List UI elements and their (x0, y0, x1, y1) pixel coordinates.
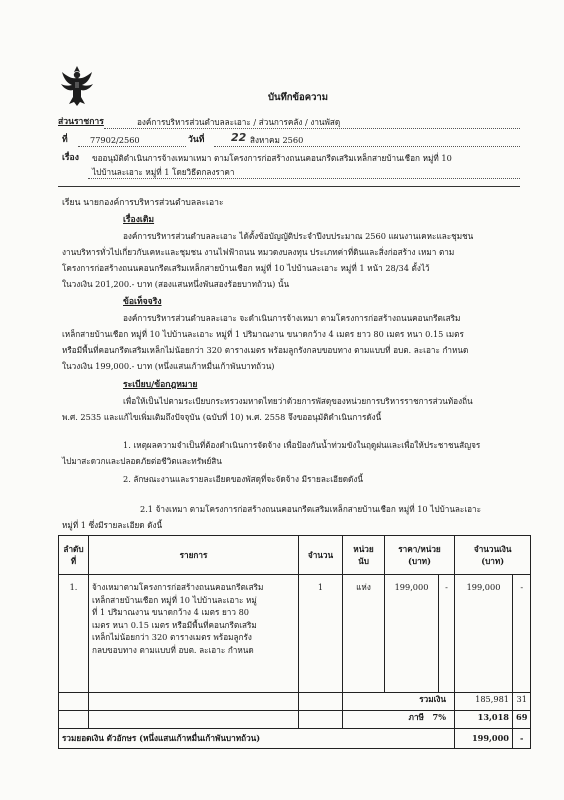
subtotal-baht: 185,981 (455, 693, 513, 711)
item2-line: 2. ลักษณะงานและรายละเอียดของพัสดุที่จะจัดจ้าง มีรายละเอียดดังนี้ (123, 474, 363, 484)
header-unit: หน่วย นับ (343, 536, 385, 575)
cost-table (58, 535, 531, 749)
agency-dotted-line (104, 128, 520, 129)
facts-line-2: เหล็กสายบ้านเชือก หมู่ที่ 10 ไปบ้านละเอาะ หมู่ที่ 1 ปริมาณงาน ขนาดกว้าง 4 เมตร ยาว 80 เมตร หนา 0.15 เมตร (62, 329, 464, 339)
grand-total-baht: 199,000 (455, 729, 513, 749)
row-price: 199,000 (385, 575, 439, 693)
table-row (59, 575, 531, 693)
row-amount: 199,000 (455, 575, 513, 693)
vat-satang: 69 (513, 711, 531, 729)
row-amount-satang: - (513, 575, 531, 693)
vat-label: ภาษี (408, 712, 424, 722)
memo-title: บันทึกข้อความ (268, 92, 329, 103)
facts-line-4: ในวงเงิน 199,000.- บาท (หนึ่งแสนเก้าหมื่นเก้าพันบาทถ้วน) (62, 361, 275, 371)
garuda-emblem-icon (58, 64, 96, 108)
grand-total-label: รวมยอดเงิน ตัวอักษร (หนึ่งแสนเก้าหมื่นเก้าพันบาทถ้วน) (59, 729, 455, 749)
header-divider (58, 186, 520, 187)
background-line-3: โครงการก่อสร้างถนนคอนกรีตเสริมเหล็กสายบ้านเชือก หมู่ที่ 10 ไปบ้านละเอาะ หมู่ที่ 1 หน้า 28/34 ตั้งไว้ (62, 263, 430, 273)
vat-baht: 13,018 (455, 711, 513, 729)
facts-line-3: หรือมีพื้นที่คอนกรีตเสริมเหล็กไม่น้อยกว่า 320 ตารางเมตร พร้อมลูกรังกลบขอบทาง ตามแบบที่ อบต. ละเอาะ กำหนด (62, 345, 469, 355)
item21-line-2: หมู่ที่ 1 ซึ่งมีรายละเอียด ดังนี้ (62, 520, 163, 530)
grand-total-satang: - (513, 729, 531, 749)
date-dotted-line (214, 146, 520, 147)
row-no: 1. (59, 575, 89, 693)
rules-title: ระเบียบ/ข้อกฎหมาย (123, 380, 198, 390)
rules-line-2: พ.ศ. 2535 และแก้ไขเพิ่มเติมถึงปัจจุบัน (ฉบับที่ 10) พ.ศ. 2558 จึงขออนุมัติดำเนินการดังนี้ (62, 412, 382, 422)
row-unit: แห่ง (343, 575, 385, 693)
table-header-row (59, 536, 531, 575)
vat-rate: 7% (432, 712, 446, 722)
facts-title: ข้อเท็จจริง (123, 297, 162, 307)
background-title: เรื่องเดิม (123, 215, 155, 225)
date-label: วันที่ (188, 135, 205, 145)
header-price: ราคา/หน่วย (บาท) (385, 536, 455, 575)
vat-row (59, 711, 531, 729)
salutation: เรียน นายกองค์การบริหารส่วนตำบลละเอาะ (62, 198, 224, 208)
subtotal-label: รวมเงิน (343, 693, 455, 711)
subject-dotted-line (88, 178, 520, 179)
subject-label: เรื่อง (62, 153, 79, 163)
agency-label: ส่วนราชการ (58, 117, 104, 127)
subtotal-satang: 31 (513, 693, 531, 711)
ref-dotted-line (78, 146, 186, 147)
background-line-1: องค์การบริหารส่วนตำบลละเอาะ ได้ตั้งข้อบัญญัติประจำปีงบประมาณ 2560 แผนงานเคหะและชุมชน (123, 231, 474, 241)
header-qty: จำนวน (299, 536, 343, 575)
date-value: สิงหาคม 2560 (250, 135, 304, 145)
row-price-satang: - (439, 575, 455, 693)
date-day-handwritten: 22 (231, 131, 247, 144)
item1-line-2: ไปมาสะดวกและปลอดภัยต่อชีวิตและทรัพย์สิน (62, 456, 222, 466)
background-line-4: ในวงเงิน 201,200.- บาท (สองแสนหนึ่งพันสองร้อยบาทถ้วน) นั้น (62, 279, 290, 289)
background-line-2: งานบริหารทั่วไปเกี่ยวกับเคหะและชุมชน งานไฟฟ้าถนน หมวดงบลงทุน ประเภทค่าที่ดินและสิ่งก่อสร้าง เหมา ตาม (62, 247, 455, 257)
ref-label: ที่ (62, 135, 68, 145)
item21-line-1: 2.1 จ้างเหมา ตามโครงการก่อสร้างถนนคอนกรีตเสริมเหล็กสายบ้านเชือก หมู่ที่ 10 ไปบ้านละเอาะ (140, 504, 482, 514)
header-no: ลำดับ ที่ (59, 536, 89, 575)
facts-line-1: องค์การบริหารส่วนตำบลละเอาะ จะดำเนินการจ้างเหมา ตามโครงการก่อสร้างถนนคอนกรีตเสริม (123, 313, 461, 323)
header-amount: จำนวนเงิน (บาท) (455, 536, 531, 575)
row-description: จ้างเหมาตามโครงการก่อสร้างถนนคอนกรีตเสริม เหล็กสายบ้านเชือก หมู่ที่ 10 ไปบ้านละเอาะ หมู่ ที่ 1 ปริมาณงาน ขนาดกว้าง 4 เมตร ยาว 80 เมตร หนา 0.15 เมตร หรือมีพื้นที่คอนกรีตเสริม เหล็กไม่น้อยกว่า 320 ตารางเมตร พร้อมลูกรัง กลบขอบทาง ตามแบบที่ อบต. ละเอาะ กำหนด (89, 575, 299, 693)
item1-line-1: 1. เหตุผลความจำเป็นที่ต้องดำเนินการจัดจ้าง เพื่อป้องกันน้ำท่วมขังในฤดูฝนและเพื่อให้ประชาชนสัญจร (123, 440, 481, 450)
rules-line-1: เพื่อให้เป็นไปตามระเบียบกระทรวงมหาดไทยว่าด้วยการพัสดุของหน่วยการบริหารราชการส่วนท้องถิ่น (123, 396, 473, 406)
agency-value: องค์การบริหารส่วนตำบลละเอาะ / ส่วนการคลัง / งานพัสดุ (137, 117, 341, 127)
grand-total-row (59, 729, 531, 749)
ref-value: 77902/2560 (90, 135, 140, 145)
subject-line-1: ขออนุมัติดำเนินการจ้างเหมาเหมา ตามโครงการก่อสร้างถนนคอนกรีตเสริมเหล็กสายบ้านเชือก หมู่ที่ 10 (92, 153, 452, 163)
vat-cell (343, 711, 455, 729)
subtotal-row (59, 693, 531, 711)
row-qty: 1 (299, 575, 343, 693)
subject-line-2: ไปบ้านละเอาะ หมู่ที่ 1 โดยวิธีตกลงราคา (92, 167, 235, 177)
header-item: รายการ (89, 536, 299, 575)
